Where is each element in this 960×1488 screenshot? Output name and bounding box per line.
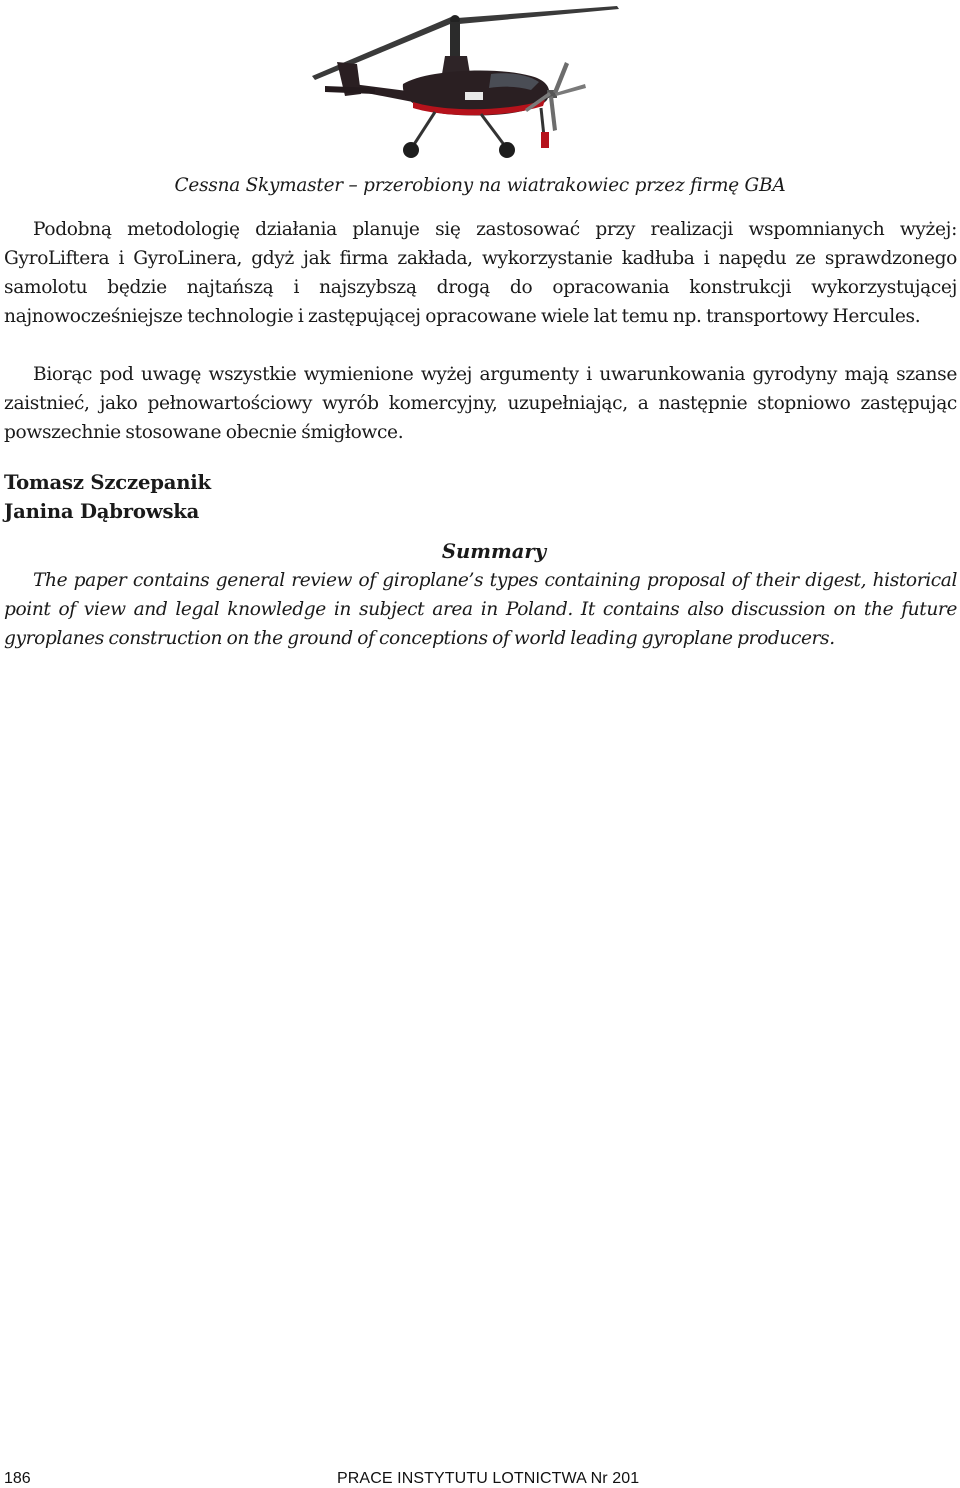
gyroplane-photo: [295, 0, 625, 168]
fuselage-marking: [465, 92, 483, 100]
page-number: 186: [4, 1470, 31, 1487]
rotor-blade-right: [457, 6, 619, 24]
propeller-blade-up: [553, 62, 569, 94]
summary-heading: Summary: [441, 540, 547, 563]
main-wheel-right: [499, 142, 515, 158]
main-gear-strut-2: [481, 114, 505, 146]
gyroplane-illustration: [295, 0, 625, 168]
journal-name: PRACE INSTYTUTU LOTNICTWA Nr 201: [337, 1470, 640, 1487]
figure-caption: Cessna Skymaster – przerobiony na wiatrakowiec przez firmę GBA: [174, 175, 786, 196]
rotor-blade-left: [312, 17, 455, 80]
paragraph-1: Podobną metodologię działania planuje się zastosować przy realizacji wspomnianych wyżej: GyroLiftera i GyroLinera, gdyż jak firma zakłada, wykorzystanie kadłuba i napędu ze sprawdzonego samolotu będzie najtańszą i najszybszą drogą do opracowania konstrukcji wykorzystującej najnowocześniejsze technologie i zastępującej opracowane wiele lat temu np. transportowy Hercules.: [4, 219, 957, 327]
author-2: Janina Dąbrowska: [4, 500, 200, 523]
main-wheel-left: [403, 142, 419, 158]
summary-text: The paper contains general review of giroplane’s types containing proposal of their digest, historical point of view and legal knowledge in subject area in Poland. It contains also discussion on the future gyroplanes construction on the ground of conceptions of world leading gyroplane producers.: [4, 570, 957, 649]
paragraph-2: Biorąc pod uwagę wszystkie wymienione wyżej argumenty i uwarunkowania gyrodyny mają szanse zaistnieć, jako pełnowartościowy wyrób komercyjny, uzupełniając, a następnie stopniowo zastępując powszechnie stosowane obecnie śmigłowce.: [4, 364, 957, 443]
propeller-blade-down: [549, 96, 557, 131]
nose-gear-fairing: [541, 132, 549, 148]
author-1: Tomasz Szczepanik: [4, 471, 211, 494]
main-gear-strut: [413, 112, 435, 146]
rotor-mast: [450, 22, 460, 58]
